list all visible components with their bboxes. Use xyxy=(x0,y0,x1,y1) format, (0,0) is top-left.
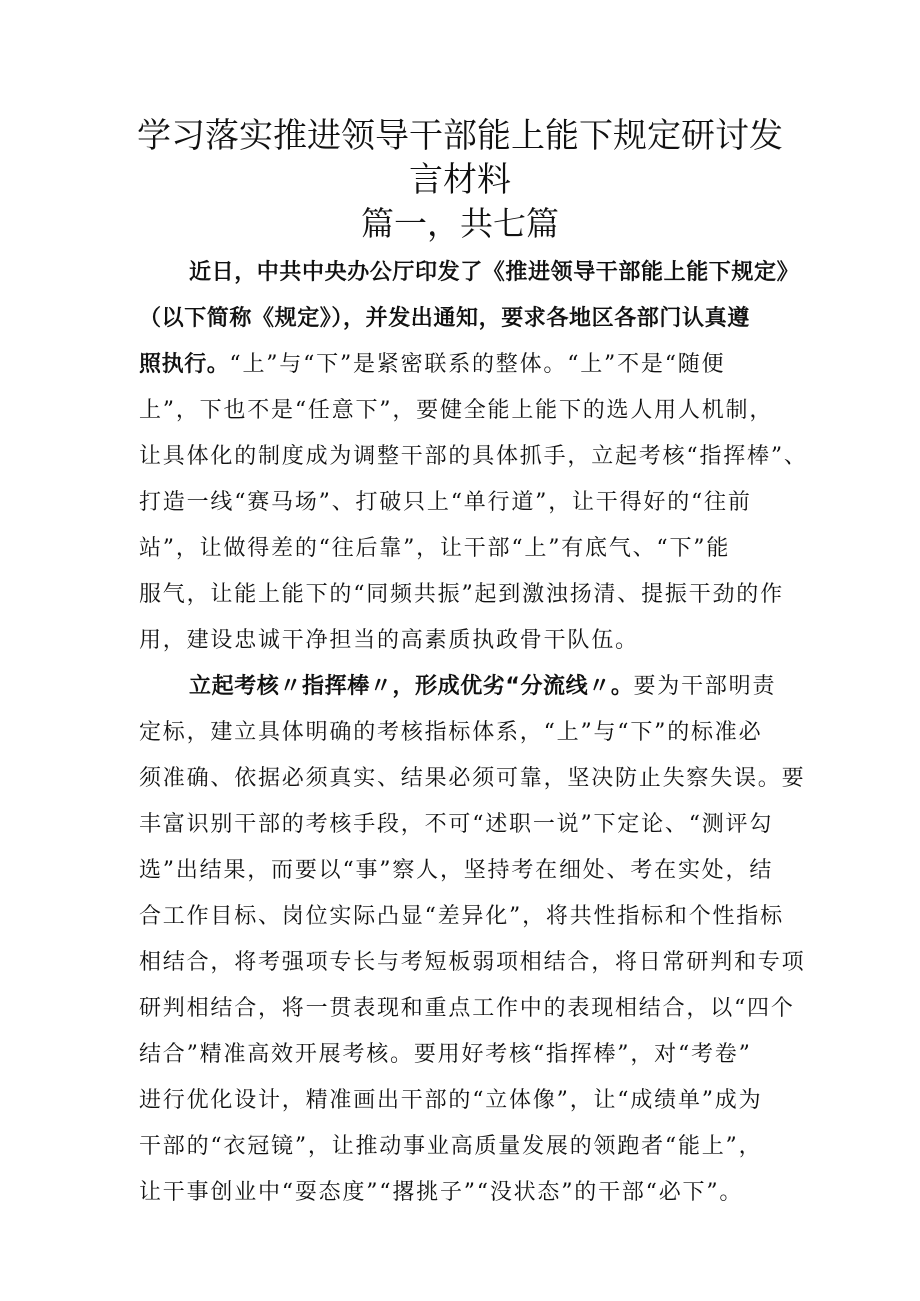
paragraph-1-line-7: 站”，让做得差的“往后靠”，让干部“上”有底气、“下”能 xyxy=(139,536,731,561)
document-title-line-2: 言材料 xyxy=(409,160,511,200)
paragraph-1-line-3-rest: “上”与“下”是紧密联系的整体。“上”不是“随便 xyxy=(229,352,726,377)
paragraph-1-line-2: （以下简称《规定》），并发出通知，要求各地区各部门认真遵 xyxy=(139,306,750,331)
paragraph-2-heading: 立起考核〃指挥棒〃，形成优劣“分流线〃。 xyxy=(189,674,634,699)
paragraph-2-line-6: 合工作目标、岗位实际凸显“差异化”，将共性指标和个性指标 xyxy=(139,904,784,929)
paragraph-2-line-1-rest: 要为干部明责 xyxy=(633,674,777,699)
paragraph-1-line-5: 让具体化的制度成为调整干部的具体抓手，立起考核“指挥棒”、 xyxy=(139,444,808,469)
paragraph-2-line-1 xyxy=(189,672,776,702)
paragraph-2-line-7: 相结合，将考强项专长与考短板弱项相结合，将日常研判和专项 xyxy=(139,950,806,975)
paragraph-2-line-3: 须准确、依据必须真实、结果必须可靠，坚决防止失察失误。要 xyxy=(139,766,806,791)
paragraph-2-line-11: 干部的“衣冠镜”，让推动事业高质量发展的领跑者“能上”， xyxy=(139,1134,763,1159)
paragraph-2-line-5: 选”出结果，而要以“事”察人，坚持考在细处、考在实处，结 xyxy=(139,858,774,883)
paragraph-2-line-4: 丰富识别干部的考核手段，不可“述职一说”下定论、“测评勾 xyxy=(139,812,774,837)
paragraph-2-line-2: 定标，建立具体明确的考核指标体系，“上”与“下”的标准必 xyxy=(139,720,763,745)
paragraph-2-line-12: 让干事创业中“耍态度”“撂挑子”“没状态”的干部“必下”。 xyxy=(139,1180,744,1205)
document-title-line-1: 学习落实推进领导干部能上能下规定研讨发 xyxy=(137,116,783,156)
paragraph-1-line-4: 上”，下也不是“任意下”，要健全能上能下的选人用人机制， xyxy=(139,398,774,423)
paragraph-1-line-1: 近日，中共中央办公厅印发了《推进领导干部能上能下规定》 xyxy=(189,260,800,285)
paragraph-2-line-10: 进行优化设计，精准画出干部的“立体像”，让“成绩单”成为 xyxy=(139,1088,763,1113)
paragraph-1-line-9: 用，建设忠诚干净担当的高素质执政骨干队伍。 xyxy=(139,628,639,653)
paragraph-1-line-6: 打造一线“赛马场”、打破只上“单行道”，让干得好的“往前 xyxy=(139,490,752,515)
paragraph-1-line-3-bold: 照执行。 xyxy=(139,352,230,377)
paragraph-1-line-8: 服气，让能上能下的“同频共振”起到激浊扬清、提振干劲的作 xyxy=(139,582,784,607)
paragraph-2-line-9: 结合”精准高效开展考核。要用好考核“指挥棒”，对“考卷” xyxy=(139,1042,752,1067)
paragraph-1-line-3 xyxy=(139,350,725,380)
paragraph-2-line-8: 研判相结合，将一贯表现和重点工作中的表现相结合，以“四个 xyxy=(139,996,795,1021)
document-subtitle: 篇一，共七篇 xyxy=(361,204,559,243)
